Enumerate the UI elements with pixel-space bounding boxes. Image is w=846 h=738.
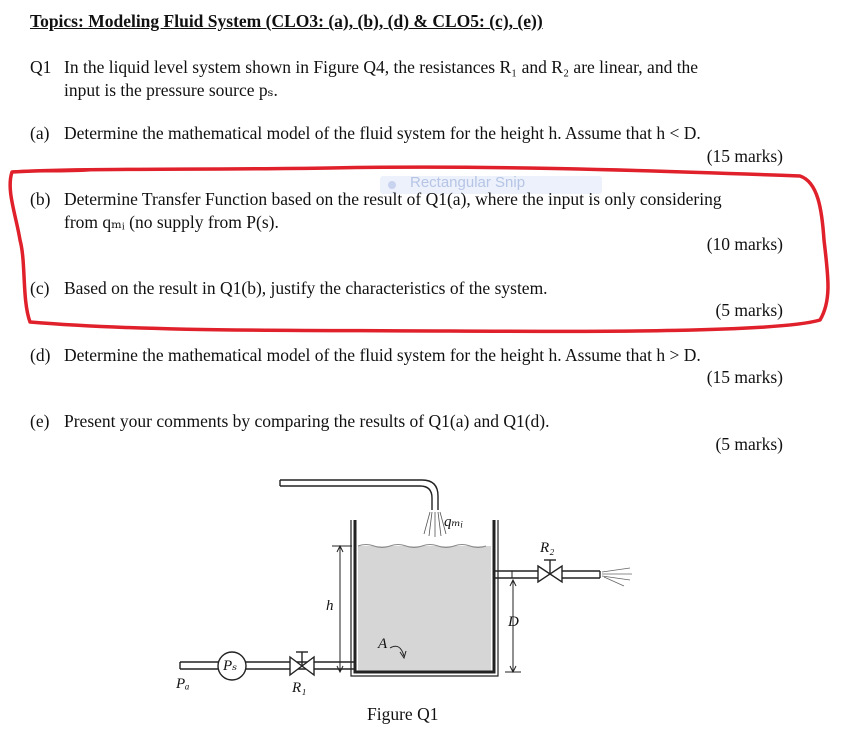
part-d-marks: (15 marks) — [706, 367, 783, 387]
part-b-text-line1: Determine Transfer Function based on the result of Q1(a), where the input is only considering — [64, 189, 722, 209]
part-e-marks: (5 marks) — [715, 434, 783, 454]
part-c-text: Based on the result in Q1(b), justify the characteristics of the system. — [64, 278, 548, 298]
part-a-label: (a) — [30, 123, 50, 143]
inlet-pipe — [180, 662, 355, 669]
label-h: h — [326, 598, 334, 614]
part-b-text-line2: from qₘᵢ (no supply from P(s). — [64, 212, 279, 232]
figure-caption: Figure Q1 — [367, 704, 439, 724]
label-qmi: qₘᵢ — [444, 514, 464, 530]
question-text-line1: In the liquid level system shown in Figure Q4, the resistances R₁ and R₂ are linear, and the — [64, 57, 699, 77]
label-r1: R₁ — [292, 680, 307, 696]
part-d-text: Determine the mathematical model of the fluid system for the height h. Assume that h > D. — [64, 345, 701, 365]
label-d: D — [508, 614, 519, 630]
part-b-marks: (10 marks) — [706, 234, 783, 254]
question-text-line2: input is the pressure source pₛ. — [64, 80, 278, 100]
dimension-h — [332, 546, 352, 672]
part-c-marks: (5 marks) — [715, 300, 783, 320]
inflow-pipe — [280, 486, 432, 510]
part-a-marks: (15 marks) — [706, 146, 783, 166]
part-d-label: (d) — [30, 345, 51, 365]
inflow-spray — [424, 512, 446, 537]
part-c-label: (c) — [30, 278, 50, 298]
label-a: A — [378, 636, 388, 652]
valve-r1 — [290, 652, 314, 675]
label-ps: Pₛ — [223, 658, 238, 674]
question-number: Q1 — [30, 57, 52, 77]
snip-tooltip: Rectangular Snip — [410, 174, 526, 191]
part-e-text: Present your comments by comparing the results of Q1(a) and Q1(d). — [64, 411, 550, 431]
label-r2: R₂ — [540, 540, 555, 556]
outflow-spray — [602, 568, 632, 586]
part-e-label: (e) — [30, 411, 50, 431]
part-a-text: Determine the mathematical model of the fluid system for the height h. Assume that h < D. — [64, 123, 701, 143]
part-b-label: (b) — [30, 189, 51, 209]
outlet-pipe — [494, 571, 538, 578]
valve-r2 — [538, 560, 562, 582]
page-title: Topics: Modeling Fluid System (CLO3: (a), (b), (d) & CLO5: (c), (e)) — [30, 11, 543, 31]
label-pa: Pₐ — [176, 676, 190, 692]
